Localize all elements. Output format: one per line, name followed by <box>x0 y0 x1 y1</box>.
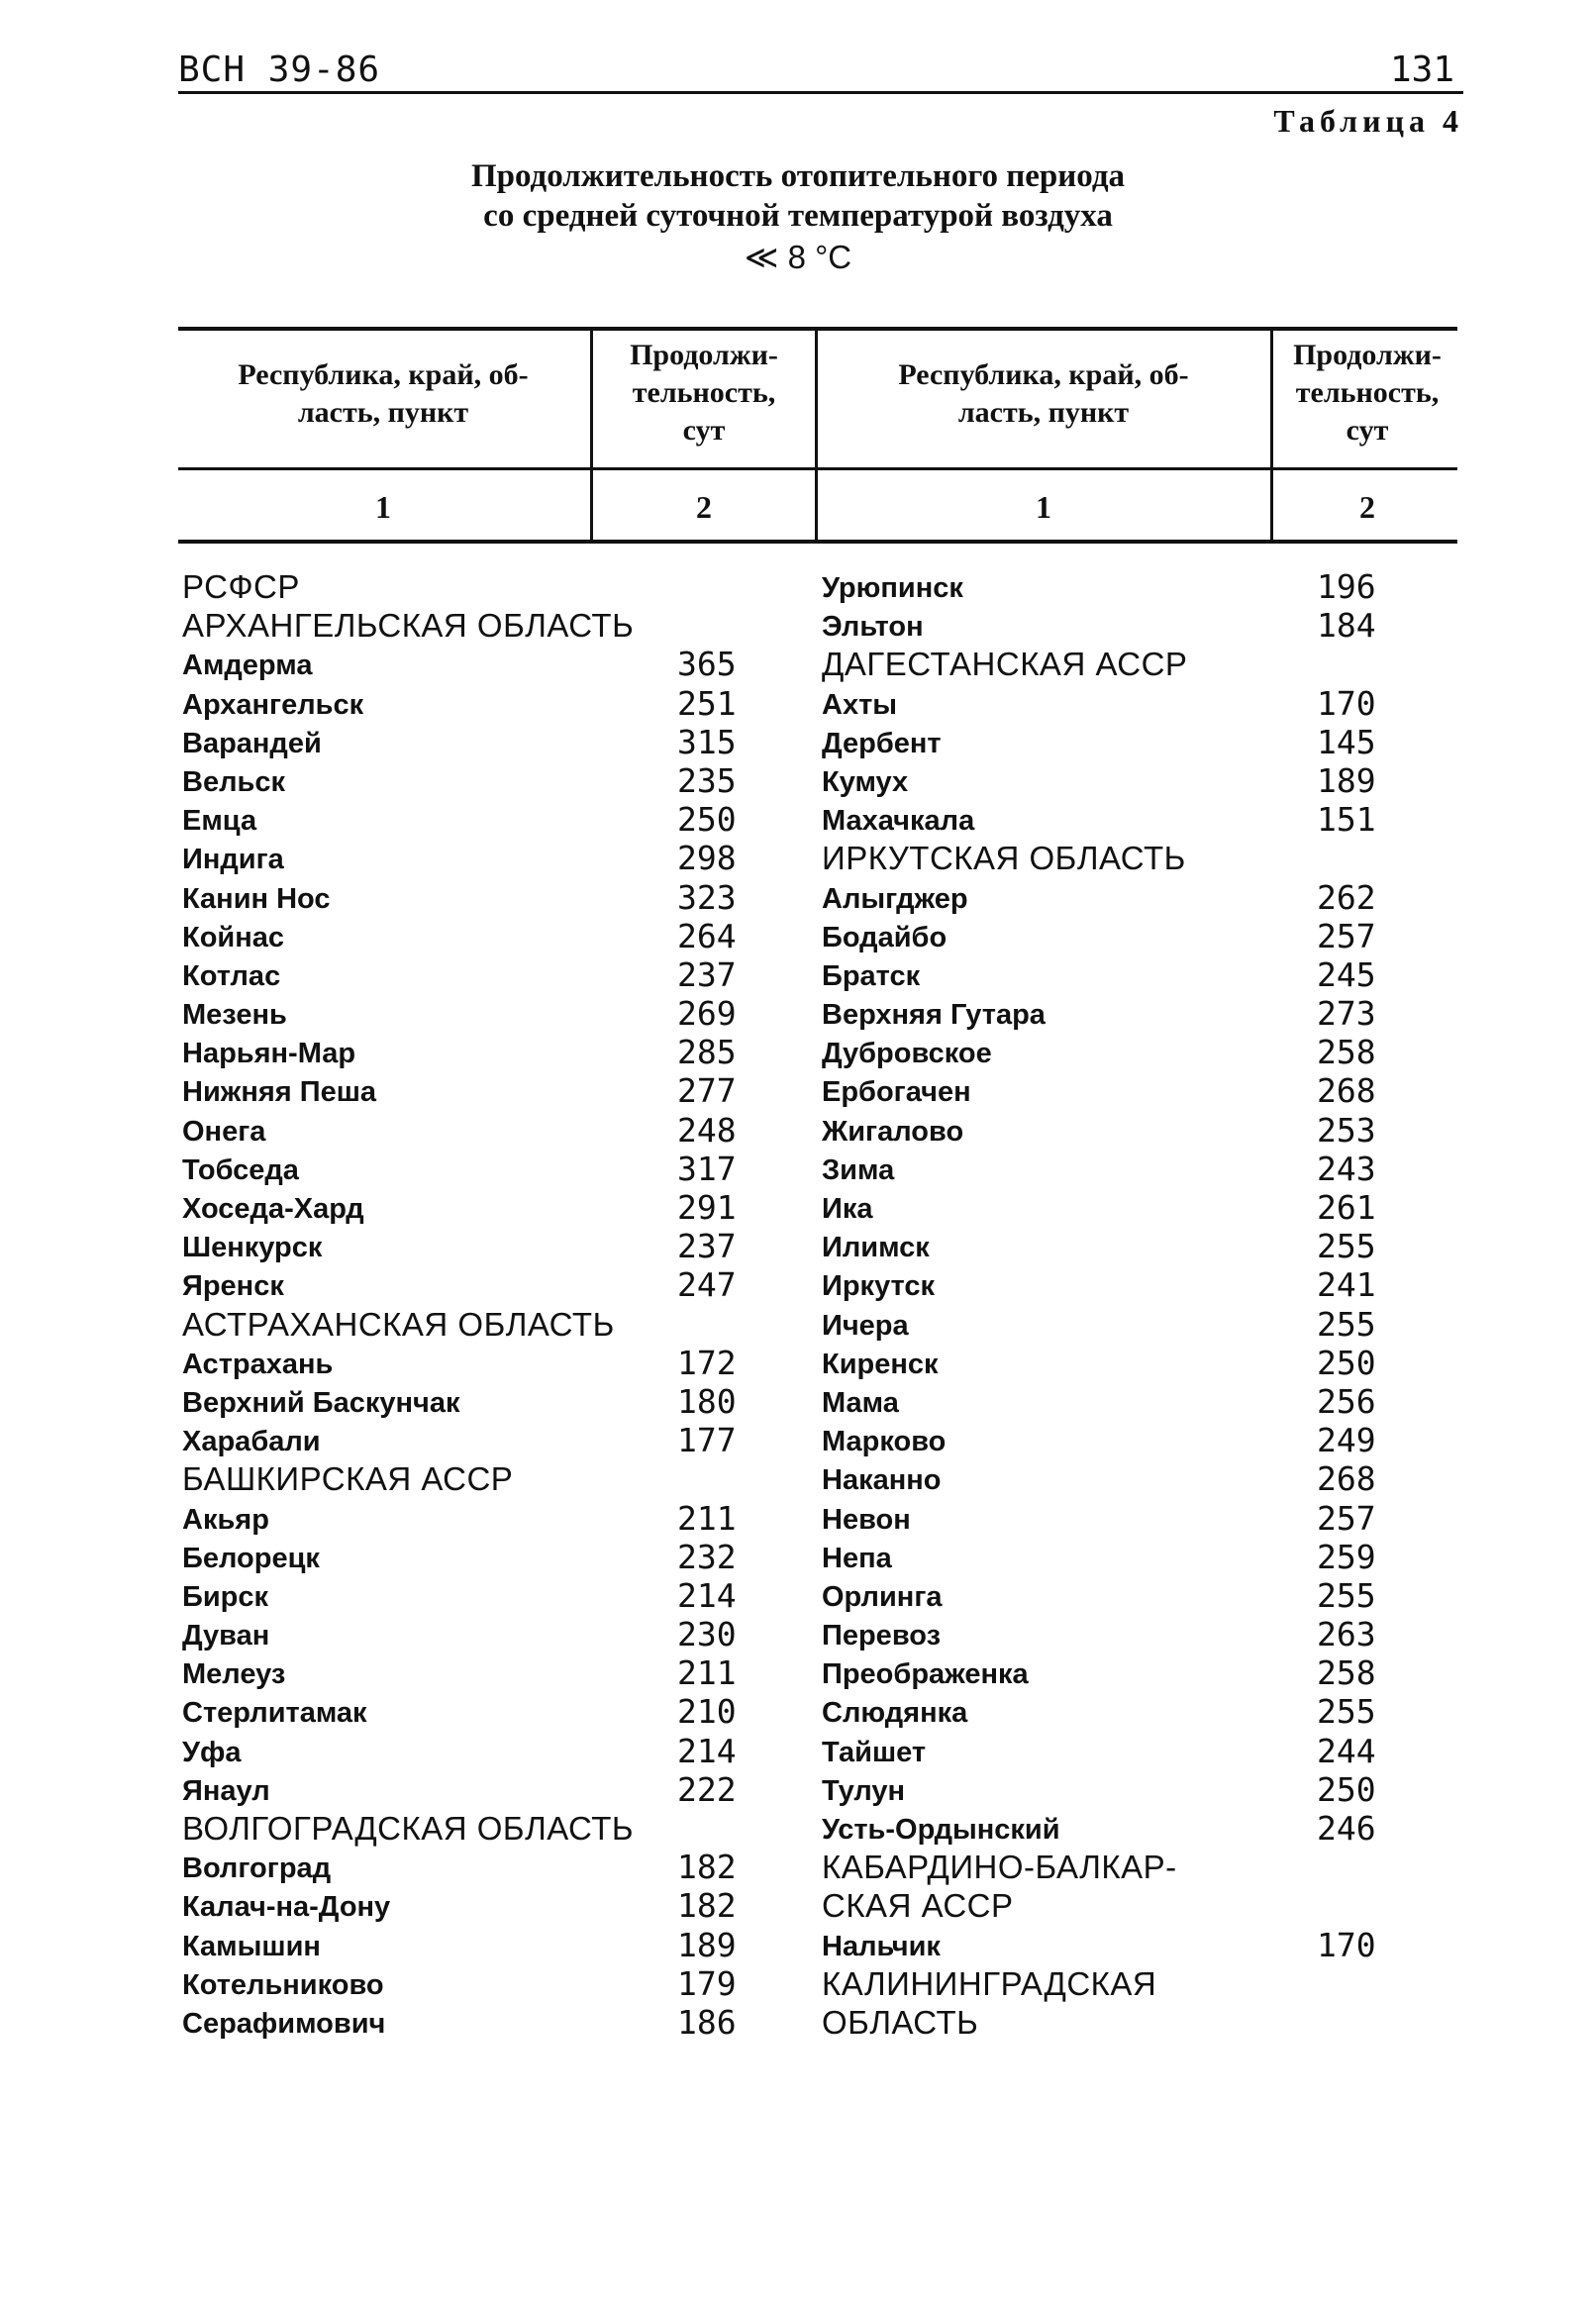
place-name: Марково <box>822 1426 947 1458</box>
table-row <box>182 1150 776 1188</box>
place-name: Усть-Ордынский <box>822 1814 1060 1846</box>
place-name: Ахты <box>822 688 898 721</box>
place-name: Мезень <box>182 999 287 1032</box>
duration-value: 258 <box>1317 1033 1376 1072</box>
place-name: Мелеуз <box>182 1658 286 1691</box>
table-row <box>822 1692 1416 1731</box>
place-name: Нальчик <box>822 1930 941 1962</box>
duration-value: 273 <box>1317 994 1376 1034</box>
place-name: Ербогачен <box>822 1076 971 1109</box>
duration-value: 253 <box>1317 1110 1376 1150</box>
duration-value: 189 <box>1317 760 1376 800</box>
duration-value: 177 <box>677 1421 737 1460</box>
place-name: Канин Нос <box>182 882 331 915</box>
place-name: Кумух <box>822 765 909 798</box>
table-row <box>822 994 1416 1033</box>
duration-value: 261 <box>1317 1188 1376 1227</box>
place-name: Койнас <box>182 921 285 953</box>
duration-value: 237 <box>677 1227 737 1266</box>
region-heading-row <box>822 839 1416 877</box>
region-name: АРХАНГЕЛЬСКАЯ ОБЛАСТЬ <box>182 607 635 645</box>
table-row <box>822 567 1416 606</box>
place-name: Акьяр <box>182 1503 269 1536</box>
duration-value: 256 <box>1317 1381 1376 1421</box>
region-heading-row <box>822 1848 1416 1886</box>
table-row <box>822 1071 1416 1110</box>
table-row <box>182 1732 776 1770</box>
duration-value: 244 <box>1317 1731 1376 1770</box>
duration-value: 285 <box>677 1033 737 1072</box>
duration-value: 245 <box>1317 954 1376 994</box>
table-label: Таблица 4 <box>1273 103 1463 139</box>
duration-value: 248 <box>677 1110 737 1150</box>
duration-value: 214 <box>677 1575 737 1615</box>
place-name: Верхняя Гутара <box>822 999 1046 1032</box>
column-header-region-right: Республика, край, об- ласть, пункт <box>898 358 1189 429</box>
table-row <box>182 1071 776 1110</box>
place-name: Янаул <box>182 1774 270 1807</box>
column-header-duration-left: Продолжи- тельность, сут <box>630 339 778 447</box>
place-name: Орлинга <box>822 1580 943 1613</box>
column-header-duration-right: Продолжи- тельность, сут <box>1293 339 1442 447</box>
place-name: Бирск <box>182 1580 269 1613</box>
table-title-line-3: ≪ 8 °С <box>744 239 852 275</box>
table-row <box>182 684 776 723</box>
table-row <box>182 761 776 800</box>
place-name: Братск <box>822 959 921 992</box>
place-name: Мама <box>822 1386 899 1419</box>
table-row <box>182 955 776 994</box>
place-name: Урюпинск <box>822 572 963 604</box>
table-row <box>182 1770 776 1809</box>
region-heading-row <box>182 1459 776 1498</box>
table-row <box>182 1499 776 1538</box>
region-heading-row <box>822 1964 1416 2003</box>
table-row <box>182 723 776 761</box>
duration-value: 258 <box>1317 1653 1376 1693</box>
table-row <box>182 1653 776 1692</box>
table-row <box>822 1188 1416 1227</box>
region-name: ВОЛГОГРАДСКАЯ ОБЛАСТЬ <box>182 1810 635 1847</box>
place-name: Нарьян-Мар <box>182 1038 356 1070</box>
table-row <box>822 606 1416 645</box>
region-heading-row <box>182 1809 776 1848</box>
table-title-line-2: со средней суточной температурой воздуха <box>483 198 1113 234</box>
duration-value: 214 <box>677 1731 737 1770</box>
table-row <box>182 994 776 1033</box>
column-number-1: 1 <box>375 489 391 525</box>
column-number-3: 1 <box>1036 489 1051 525</box>
header-bottom-rule <box>178 467 1457 470</box>
place-name: Зима <box>822 1153 895 1186</box>
table-row <box>182 1926 776 1964</box>
duration-value: 235 <box>677 760 737 800</box>
table-row <box>822 684 1416 723</box>
table-row <box>182 878 776 917</box>
place-name: Наканно <box>822 1464 942 1497</box>
place-name: Иркутск <box>822 1270 936 1303</box>
table-row <box>822 1111 1416 1150</box>
place-name: Онега <box>182 1115 266 1148</box>
table-row <box>182 1692 776 1731</box>
table-row <box>182 1227 776 1265</box>
table-row <box>822 1926 1416 1964</box>
duration-value: 269 <box>677 994 737 1034</box>
duration-value: 315 <box>677 722 737 761</box>
right-column-list <box>822 567 1416 2042</box>
table-row <box>822 1033 1416 1071</box>
table-row <box>822 800 1416 839</box>
region-heading-row <box>182 1305 776 1344</box>
table-row <box>822 1770 1416 1809</box>
place-name: Алыгджер <box>822 882 968 915</box>
duration-value: 182 <box>677 1848 737 1887</box>
duration-value: 145 <box>1317 722 1376 761</box>
table-row <box>182 1188 776 1227</box>
column-divider-1 <box>590 327 593 543</box>
left-column-list <box>182 567 776 2042</box>
place-name: Ичера <box>822 1309 909 1342</box>
header-rule <box>178 91 1463 94</box>
table-row <box>182 1344 776 1382</box>
table-row <box>182 1538 776 1576</box>
table-row <box>822 1150 1416 1188</box>
table-row <box>182 1382 776 1421</box>
duration-value: 151 <box>1317 800 1376 840</box>
duration-value: 232 <box>677 1537 737 1576</box>
table-row <box>822 1615 1416 1653</box>
place-name: Варандей <box>182 727 322 759</box>
column-number-4: 2 <box>1359 489 1375 525</box>
duration-value: 263 <box>1317 1615 1376 1654</box>
table-row <box>822 878 1416 917</box>
place-name: Перевоз <box>822 1620 942 1652</box>
place-name: Камышин <box>182 1930 321 1962</box>
table-row <box>182 2003 776 2042</box>
place-name: Илимск <box>822 1232 930 1264</box>
table-row <box>822 1227 1416 1265</box>
duration-value: 222 <box>677 1769 737 1809</box>
region-heading-row <box>822 2003 1416 2042</box>
duration-value: 211 <box>677 1653 737 1693</box>
region-name: БАШКИРСКАЯ АССР <box>182 1460 514 1498</box>
duration-value: 251 <box>677 683 737 723</box>
duration-value: 323 <box>677 877 737 917</box>
place-name: Нижняя Пеша <box>182 1076 377 1109</box>
region-name: ДАГЕСТАНСКАЯ АССР <box>822 646 1188 683</box>
duration-value: 180 <box>677 1381 737 1421</box>
document-code: ВСН 39-86 <box>178 50 381 90</box>
place-name: Емца <box>182 805 257 838</box>
place-name: Дуван <box>182 1620 270 1652</box>
column-number-2: 2 <box>696 489 712 525</box>
duration-value: 255 <box>1317 1692 1376 1732</box>
numbers-bottom-rule <box>178 540 1457 544</box>
table-row <box>822 955 1416 994</box>
place-name: Серафимович <box>182 2007 386 2040</box>
duration-value: 277 <box>677 1071 737 1111</box>
duration-value: 298 <box>677 839 737 878</box>
duration-value: 249 <box>1317 1421 1376 1460</box>
place-name: Шенкурск <box>182 1232 323 1264</box>
table-row <box>822 1538 1416 1576</box>
place-name: Харабали <box>182 1426 321 1458</box>
table-title-line-1: Продолжительность отопительного периода <box>470 158 1126 194</box>
place-name: Дубровское <box>822 1038 992 1070</box>
place-name: Бодайбо <box>822 921 948 953</box>
duration-value: 250 <box>1317 1343 1376 1382</box>
duration-value: 237 <box>677 954 737 994</box>
place-name: Эльтон <box>822 611 924 644</box>
duration-value: 268 <box>1317 1071 1376 1111</box>
table-row <box>182 1576 776 1615</box>
duration-value: 365 <box>677 645 737 684</box>
place-name: Ика <box>822 1193 873 1225</box>
region-heading-row <box>822 645 1416 683</box>
table-row <box>822 1265 1416 1304</box>
duration-value: 262 <box>1317 877 1376 917</box>
duration-value: 250 <box>1317 1769 1376 1809</box>
region-name: КАЛИНИНГРАДСКАЯ <box>822 1964 1157 2002</box>
region-heading-row <box>182 567 776 606</box>
table-row <box>822 1499 1416 1538</box>
duration-value: 210 <box>677 1692 737 1732</box>
table-top-rule <box>178 327 1457 331</box>
table-row <box>182 1615 776 1653</box>
duration-value: 291 <box>677 1188 737 1227</box>
region-name: КАБАРДИНО-БАЛКАР- <box>822 1849 1177 1886</box>
duration-value: 230 <box>677 1615 737 1654</box>
place-name: Хоседа-Хард <box>182 1193 364 1225</box>
duration-value: 259 <box>1317 1537 1376 1576</box>
table-row <box>822 1421 1416 1459</box>
table-row <box>822 1459 1416 1498</box>
column-divider-2 <box>815 327 818 543</box>
place-name: Амдерма <box>182 650 313 682</box>
duration-value: 255 <box>1317 1227 1376 1266</box>
region-heading-row <box>182 606 776 645</box>
duration-value: 170 <box>1317 683 1376 723</box>
duration-value: 247 <box>677 1265 737 1305</box>
place-name: Невон <box>822 1503 911 1536</box>
table-row <box>822 1382 1416 1421</box>
duration-value: 257 <box>1317 1498 1376 1538</box>
place-name: Белорецк <box>182 1542 320 1574</box>
table-row <box>182 800 776 839</box>
column-divider-3 <box>1270 327 1273 543</box>
duration-value: 257 <box>1317 916 1376 955</box>
place-name: Уфа <box>182 1736 242 1768</box>
duration-value: 196 <box>1317 567 1376 606</box>
duration-value: 250 <box>677 800 737 840</box>
column-header-region-left: Республика, край, об- ласть, пункт <box>238 358 529 429</box>
place-name: Непа <box>822 1542 892 1574</box>
duration-value: 189 <box>677 1925 737 1964</box>
table-row <box>822 1732 1416 1770</box>
duration-value: 211 <box>677 1498 737 1538</box>
place-name: Слюдянка <box>822 1697 968 1730</box>
duration-value: 255 <box>1317 1304 1376 1344</box>
table-row <box>182 1964 776 2003</box>
duration-value: 255 <box>1317 1575 1376 1615</box>
duration-value: 246 <box>1317 1809 1376 1848</box>
table-row <box>822 1305 1416 1344</box>
duration-value: 172 <box>677 1343 737 1382</box>
place-name: Тайшет <box>822 1736 927 1768</box>
place-name: Стерлитамак <box>182 1697 367 1730</box>
place-name: Волгоград <box>182 1852 332 1885</box>
place-name: Преображенка <box>822 1658 1029 1691</box>
table-row <box>822 1809 1416 1848</box>
duration-value: 243 <box>1317 1149 1376 1188</box>
place-name: Махачкала <box>822 805 975 838</box>
place-name: Котлас <box>182 959 281 992</box>
region-name: РСФСР <box>182 568 300 605</box>
place-name: Индига <box>182 844 284 876</box>
duration-value: 182 <box>677 1886 737 1926</box>
table-row <box>822 723 1416 761</box>
place-name: Тулун <box>822 1774 906 1807</box>
table-row <box>182 645 776 683</box>
place-name: Астрахань <box>182 1348 334 1380</box>
table-row <box>182 917 776 955</box>
place-name: Архангельск <box>182 688 364 721</box>
table-row <box>822 1576 1416 1615</box>
table-row <box>182 1111 776 1150</box>
table-row <box>182 1421 776 1459</box>
table-row <box>182 1886 776 1925</box>
page-number: 131 <box>1390 50 1455 90</box>
place-name: Жигалово <box>822 1115 964 1148</box>
place-name: Тобседа <box>182 1153 299 1186</box>
place-name: Дербент <box>822 727 942 759</box>
place-name: Киренск <box>822 1348 939 1380</box>
duration-value: 179 <box>677 1963 737 2003</box>
place-name: Верхний Баскунчак <box>182 1386 460 1419</box>
table-row <box>182 839 776 877</box>
place-name: Яренск <box>182 1270 284 1303</box>
duration-value: 241 <box>1317 1265 1376 1305</box>
duration-value: 317 <box>677 1149 737 1188</box>
region-heading-row <box>822 1886 1416 1925</box>
place-name: Котельниково <box>182 1968 384 2001</box>
table-row <box>822 761 1416 800</box>
region-name: АСТРАХАНСКАЯ ОБЛАСТЬ <box>182 1305 615 1343</box>
duration-value: 186 <box>677 2002 737 2042</box>
place-name: Калач-на-Дону <box>182 1891 391 1924</box>
duration-value: 268 <box>1317 1459 1376 1499</box>
table-row <box>182 1848 776 1886</box>
place-name: Вельск <box>182 765 285 798</box>
table-row <box>822 1344 1416 1382</box>
duration-value: 184 <box>1317 606 1376 646</box>
table-row <box>182 1033 776 1071</box>
region-name: ОБЛАСТЬ <box>822 2003 979 2041</box>
table-row <box>182 1265 776 1304</box>
region-name: СКАЯ АССР <box>822 1887 1014 1925</box>
duration-value: 170 <box>1317 1925 1376 1964</box>
table-row <box>822 917 1416 955</box>
duration-value: 264 <box>677 916 737 955</box>
table-row <box>822 1653 1416 1692</box>
region-name: ИРКУТСКАЯ ОБЛАСТЬ <box>822 840 1186 877</box>
